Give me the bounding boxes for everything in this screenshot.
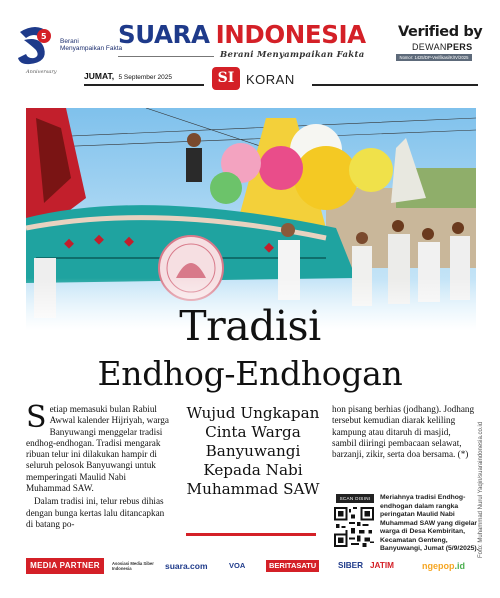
brand-tagline: Berani Menyampaikan Fakta bbox=[220, 50, 365, 60]
certificate-number: Nomor: 1425/DP-Verifikasi/K/IV/2025 bbox=[396, 54, 472, 61]
edition-label: KORAN bbox=[246, 72, 295, 87]
partner-beritasatu[interactable]: BERITASATU bbox=[266, 560, 319, 572]
brand-title-suara: SUARA bbox=[118, 20, 210, 49]
partner-jatim[interactable]: JATIM bbox=[370, 561, 394, 570]
paragraph-1-text: etiap memasuki bulan Rabiul Awwal kalender Hijriyah, warga Banyuwangi menggelar tradisi endhog-endhogan. Tradisi mengarak ribuan telur ini dilakukan hampir di seluruh pelosok Banyuwangi untuk memperingati Maulid Nabi Muhammad SAW. bbox=[26, 404, 169, 494]
ngepop-text: ngepop bbox=[422, 561, 455, 571]
photo-credit-text: Foto: Muhammad Nurul Yaqin/suaraindonesia.co.id bbox=[478, 421, 484, 558]
logo-signature: Anniversary bbox=[26, 69, 57, 75]
verified-label: Verified by bbox=[398, 24, 483, 40]
partner-siber[interactable]: SIBER bbox=[338, 561, 364, 570]
pull-quote-rule bbox=[186, 533, 316, 536]
edition-full-date: 5 September 2025 bbox=[118, 74, 172, 81]
ngepop-domain: .id bbox=[454, 561, 465, 571]
scan-label: SCAN DISINI bbox=[336, 494, 374, 503]
anniversary-logo-icon bbox=[14, 24, 62, 70]
photo-credit bbox=[478, 408, 488, 558]
logo-slogan: Berani Menyampaikan Fakta bbox=[60, 38, 123, 52]
partner-ngepop[interactable] bbox=[422, 559, 465, 573]
article-paragraph-2: Dalam tradisi ini, telur rebus dihias dengan bunga kertas lalu ditancapkan di batang po- bbox=[26, 496, 165, 529]
pull-quote: Wujud Ungkapan Cinta Warga Banyuwangi Kepada Nabi Muhammad SAW bbox=[186, 404, 320, 498]
article-column-left bbox=[26, 400, 172, 530]
drop-cap: S bbox=[26, 400, 47, 435]
masthead-rule-left bbox=[84, 84, 204, 86]
si-badge: SI bbox=[212, 67, 240, 90]
svg-text:5: 5 bbox=[41, 32, 47, 41]
article-photo bbox=[26, 108, 476, 330]
media-partner-label: MEDIA PARTNER bbox=[26, 558, 104, 574]
headline-line-1: Tradisi bbox=[179, 302, 321, 350]
article-paragraph-1 bbox=[26, 400, 172, 494]
edition-day: JUMAT, bbox=[84, 71, 115, 81]
partner-amsi[interactable]: Asosiasi Media Siber Indonesia bbox=[112, 561, 154, 571]
tagline-divider bbox=[118, 56, 214, 57]
edition-date bbox=[84, 71, 172, 81]
dewan-text: DEWAN bbox=[412, 42, 447, 52]
article-paragraph-3: hon pisang berhias (jodhang). Jodhang tersebut kemudian diarak keliling kampung atau ditaruh di masjid, sambil diiringi pembacaan selawat, barzanji, zikir, serta doa bersama. (*) bbox=[332, 404, 475, 460]
qr-code-icon[interactable] bbox=[334, 507, 374, 547]
headline-line-2: Endhog-Endhogan bbox=[97, 354, 403, 393]
brand-title-indonesia: INDONESIA bbox=[215, 20, 366, 49]
dewan-pers-logo bbox=[412, 42, 472, 52]
article-column-right bbox=[332, 404, 476, 460]
partner-voa[interactable]: VOA bbox=[229, 561, 246, 570]
pers-text: PERS bbox=[446, 42, 473, 52]
partner-suara[interactable]: suara.com bbox=[165, 561, 208, 571]
brand-title[interactable] bbox=[118, 20, 366, 49]
photo-caption: Meriahnya tradisi Endhog-endhogan dalam rangka peringatan Maulid Nabi Muhammad SAW yang digelar warga di Desa Kembiritan, Kecamatan Genteng, Banyuwangi, Jumat (5/9/2025). bbox=[380, 494, 479, 552]
masthead-rule-right bbox=[312, 84, 478, 86]
